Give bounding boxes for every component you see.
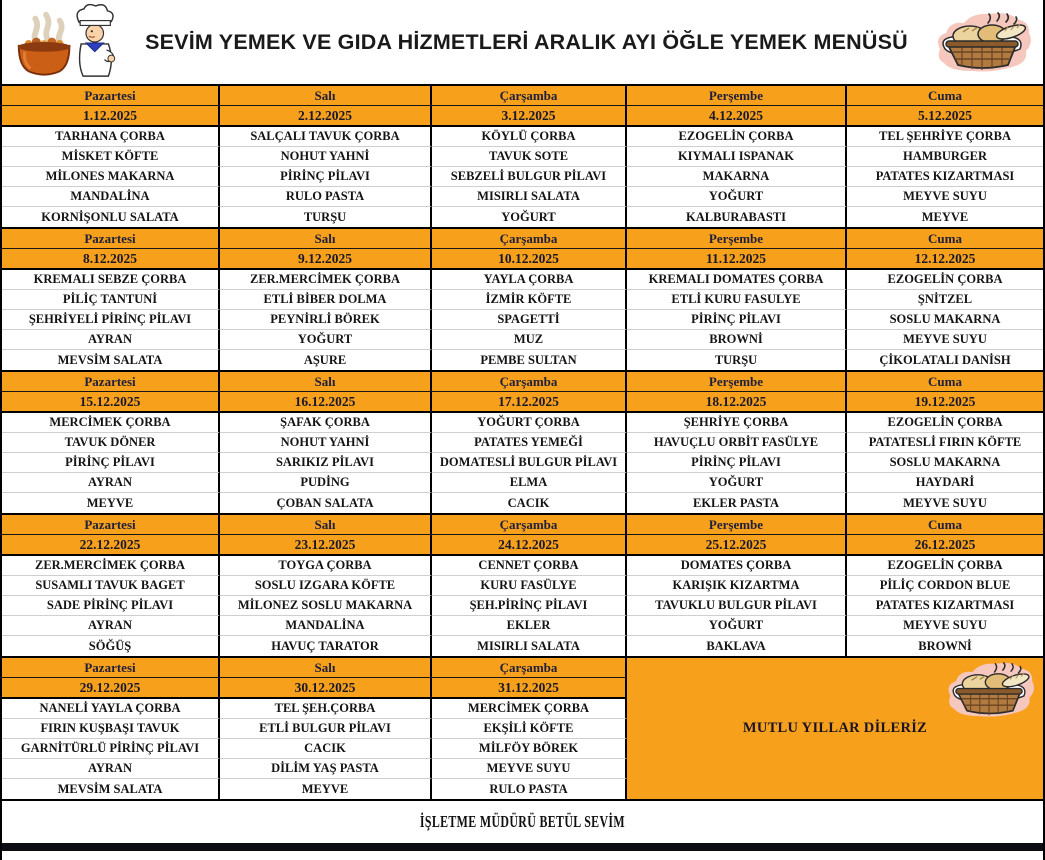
date-cell: 22.12.2025 xyxy=(2,535,220,556)
menu-item-cell: SUSAMLI TAVUK BAGET xyxy=(2,576,220,596)
menu-item-cell: AYRAN xyxy=(2,330,220,350)
menu-item-cell: PİRİNÇ PİLAVI xyxy=(2,453,220,473)
menu-item-cell: MEYVE SUYU xyxy=(847,616,1043,636)
date-cell: 5.12.2025 xyxy=(847,106,1043,127)
menu-item-cell: HAYDARİ xyxy=(847,473,1043,493)
menu-item-cell: TOYGA ÇORBA xyxy=(220,556,432,576)
menu-item-cell: PİRİNÇ PİLAVI xyxy=(627,310,847,330)
menu-item-cell: YOĞURT xyxy=(627,187,847,207)
date-cell: 8.12.2025 xyxy=(2,249,220,270)
menu-item-cell: MEYVE xyxy=(220,779,432,799)
menu-item-cell: MEYVE SUYU xyxy=(432,759,627,779)
manager-signature: İŞLETME MÜDÜRÜ BETÜL SEVİM xyxy=(419,812,626,831)
menu-item-cell: MİLFÖY BÖREK xyxy=(432,739,627,759)
menu-item-cell: YOĞURT xyxy=(432,207,627,227)
menu-item-cell: SPAGETTİ xyxy=(432,310,627,330)
menu-item-cell: BROWNİ xyxy=(847,636,1043,656)
date-cell: 12.12.2025 xyxy=(847,249,1043,270)
chef-cooking-pot-illustration xyxy=(8,3,126,81)
menu-item-cell: AŞURE xyxy=(220,350,432,370)
date-cell: 15.12.2025 xyxy=(2,392,220,413)
new-year-wish-block xyxy=(627,658,1043,799)
menu-item-cell: PEYNİRLİ BÖREK xyxy=(220,310,432,330)
menu-item-cell: PİLİÇ CORDON BLUE xyxy=(847,576,1043,596)
date-cell: 17.12.2025 xyxy=(432,392,627,413)
menu-item-cell: KARIŞIK KIZARTMA xyxy=(627,576,847,596)
menu-item-cell: PİRİNÇ PİLAVI xyxy=(627,453,847,473)
menu-item-cell: RULO PASTA xyxy=(220,187,432,207)
week-3 xyxy=(2,370,1043,513)
menu-item-cell: TAVUKLU BULGUR PİLAVI xyxy=(627,596,847,616)
day-header-cell: Çarşamba xyxy=(432,86,627,106)
menu-item-cell: RULO PASTA xyxy=(432,779,627,799)
menu-item-cell: YOĞURT xyxy=(627,473,847,493)
menu-item-cell: AYRAN xyxy=(2,616,220,636)
menu-item-cell: HAVUÇLU ORBİT FASÜLYE xyxy=(627,433,847,453)
menu-item-cell: EKŞİLİ KÖFTE xyxy=(432,719,627,739)
day-header-cell: Pazartesi xyxy=(2,515,220,535)
chef-icon xyxy=(11,3,123,81)
menu-item-cell: MISIRLI SALATA xyxy=(432,187,627,207)
menu-item-cell: PATATESLİ FIRIN KÖFTE xyxy=(847,433,1043,453)
menu-item-cell: EKLER xyxy=(432,616,627,636)
date-cell: 9.12.2025 xyxy=(220,249,432,270)
menu-item-cell: KÖYLÜ ÇORBA xyxy=(432,127,627,147)
date-cell: 11.12.2025 xyxy=(627,249,847,270)
day-header-cell: Salı xyxy=(220,229,432,249)
footer xyxy=(2,801,1043,843)
menu-item-cell: MERCİMEK ÇORBA xyxy=(432,699,627,719)
menu-item-cell: KURU FASÜLYE xyxy=(432,576,627,596)
menu-item-cell: YOĞURT ÇORBA xyxy=(432,413,627,433)
day-header-cell: Çarşamba xyxy=(432,372,627,392)
menu-item-cell: MERCİMEK ÇORBA xyxy=(2,413,220,433)
menu-item-cell: İZMİR KÖFTE xyxy=(432,290,627,310)
menu-item-cell: TURŞU xyxy=(627,350,847,370)
menu-item-cell: KORNİŞONLU SALATA xyxy=(2,207,220,227)
date-cell: 25.12.2025 xyxy=(627,535,847,556)
bottom-margin xyxy=(2,851,1043,857)
menu-item-cell: SALÇALI TAVUK ÇORBA xyxy=(220,127,432,147)
menu-item-cell: MEVSİM SALATA xyxy=(2,779,220,799)
day-header-cell: Salı xyxy=(220,658,432,678)
menu-item-cell: TEL ŞEHRİYE ÇORBA xyxy=(847,127,1043,147)
menu-item-cell: TEL ŞEH.ÇORBA xyxy=(220,699,432,719)
menu-item-cell: SOSLU MAKARNA xyxy=(847,310,1043,330)
day-header-cell: Perşembe xyxy=(627,515,847,535)
menu-item-cell: CACIK xyxy=(432,493,627,513)
date-cell: 24.12.2025 xyxy=(432,535,627,556)
menu-item-cell: MİSKET KÖFTE xyxy=(2,147,220,167)
menu-item-cell: MEVSİM SALATA xyxy=(2,350,220,370)
menu-item-cell: HAMBURGER xyxy=(847,147,1043,167)
day-header-cell: Çarşamba xyxy=(432,229,627,249)
menu-item-cell: ETLİ KURU FASULYE xyxy=(627,290,847,310)
menu-item-cell: MİLONES MAKARNA xyxy=(2,167,220,187)
menu-item-cell: MİLONEZ SOSLU MAKARNA xyxy=(220,596,432,616)
week-5 xyxy=(2,656,1043,799)
page-title: SEVİM YEMEK VE GIDA HİZMETLERİ ARALIK AYI ÖĞLE YEMEK MENÜSÜ xyxy=(145,29,908,54)
day-header-cell: Perşembe xyxy=(627,372,847,392)
menu-item-cell: PATATES KIZARTMASI xyxy=(847,596,1043,616)
menu-item-cell: SEBZELİ BULGUR PİLAVI xyxy=(432,167,627,187)
day-header-cell: Cuma xyxy=(847,229,1043,249)
menu-item-cell: SOSLU MAKARNA xyxy=(847,453,1043,473)
menu-item-cell: PUDİNG xyxy=(220,473,432,493)
day-header-cell: Cuma xyxy=(847,86,1043,106)
date-cell: 30.12.2025 xyxy=(220,678,432,699)
menu-item-cell: ŞEHRİYE ÇORBA xyxy=(627,413,847,433)
menu-item-cell: YAYLA ÇORBA xyxy=(432,270,627,290)
menu-item-cell: EZOGELİN ÇORBA xyxy=(847,556,1043,576)
menu-item-cell: MEYVE xyxy=(847,207,1043,227)
menu-item-cell: PEMBE SULTAN xyxy=(432,350,627,370)
menu-item-cell: MEYVE SUYU xyxy=(847,493,1043,513)
menu-item-cell: TARHANA ÇORBA xyxy=(2,127,220,147)
day-header-cell: Salı xyxy=(220,86,432,106)
menu-item-cell: EKLER PASTA xyxy=(627,493,847,513)
menu-item-cell: MISIRLI SALATA xyxy=(432,636,627,656)
week-2 xyxy=(2,227,1043,370)
menu-item-cell: EZOGELİN ÇORBA xyxy=(847,413,1043,433)
menu-item-cell: EZOGELİN ÇORBA xyxy=(847,270,1043,290)
day-header-cell: Cuma xyxy=(847,372,1043,392)
day-header-cell: Salı xyxy=(220,515,432,535)
bread-basket-illustration xyxy=(927,11,1037,73)
bottom-bar xyxy=(2,843,1043,851)
menu-item-cell: MEYVE SUYU xyxy=(847,330,1043,350)
menu-item-cell: DOMATESLİ BULGUR PİLAVI xyxy=(432,453,627,473)
header xyxy=(2,0,1043,84)
menu-item-cell: AYRAN xyxy=(2,759,220,779)
menu-item-cell: TURŞU xyxy=(220,207,432,227)
menu-item-cell: ŞEHRİYELİ PİRİNÇ PİLAVI xyxy=(2,310,220,330)
menu-table xyxy=(2,84,1043,801)
menu-item-cell: PİRİNÇ PİLAVI xyxy=(220,167,432,187)
menu-item-cell: YOĞURT xyxy=(220,330,432,350)
menu-item-cell: CACIK xyxy=(220,739,432,759)
date-cell: 2.12.2025 xyxy=(220,106,432,127)
menu-item-cell: SARIKIZ PİLAVI xyxy=(220,453,432,473)
menu-item-cell: MANDALİNA xyxy=(220,616,432,636)
day-header-cell: Pazartesi xyxy=(2,372,220,392)
new-year-wish-text: MUTLU YILLAR DİLERİZ xyxy=(742,720,928,736)
date-cell: 23.12.2025 xyxy=(220,535,432,556)
menu-item-cell: MEYVE xyxy=(2,493,220,513)
day-header-cell: Çarşamba xyxy=(432,658,627,678)
menu-item-cell: NOHUT YAHNİ xyxy=(220,147,432,167)
menu-item-cell: ÇİKOLATALI DANİSH xyxy=(847,350,1043,370)
menu-item-cell: GARNİTÜRLÜ PİRİNÇ PİLAVI xyxy=(2,739,220,759)
week-1 xyxy=(2,84,1043,227)
menu-item-cell: PİLİÇ TANTUNİ xyxy=(2,290,220,310)
menu-item-cell: CENNET ÇORBA xyxy=(432,556,627,576)
date-cell: 1.12.2025 xyxy=(2,106,220,127)
menu-item-cell: MEYVE SUYU xyxy=(847,187,1043,207)
menu-item-cell: DOMATES ÇORBA xyxy=(627,556,847,576)
bread-basket-icon xyxy=(931,11,1033,73)
date-cell: 4.12.2025 xyxy=(627,106,847,127)
menu-item-cell: YOĞURT xyxy=(627,616,847,636)
bread-basket-icon xyxy=(943,661,1035,718)
menu-item-cell: TAVUK SOTE xyxy=(432,147,627,167)
menu-item-cell: PATATES KIZARTMASI xyxy=(847,167,1043,187)
menu-item-cell: NOHUT YAHNİ xyxy=(220,433,432,453)
menu-item-cell: SÖĞÜŞ xyxy=(2,636,220,656)
menu-item-cell: ETLİ BULGUR PİLAVI xyxy=(220,719,432,739)
menu-item-cell: TAVUK DÖNER xyxy=(2,433,220,453)
day-header-cell: Salı xyxy=(220,372,432,392)
menu-item-cell: SOSLU IZGARA KÖFTE xyxy=(220,576,432,596)
date-cell: 31.12.2025 xyxy=(432,678,627,699)
date-cell: 19.12.2025 xyxy=(847,392,1043,413)
day-header-cell: Cuma xyxy=(847,515,1043,535)
menu-item-cell: MAKARNA xyxy=(627,167,847,187)
menu-item-cell: ETLİ BİBER DOLMA xyxy=(220,290,432,310)
menu-item-cell: ŞEH.PİRİNÇ PİLAVI xyxy=(432,596,627,616)
menu-item-cell: ZER.MERCİMEK ÇORBA xyxy=(2,556,220,576)
menu-item-cell: MUZ xyxy=(432,330,627,350)
date-cell: 18.12.2025 xyxy=(627,392,847,413)
day-header-cell: Pazartesi xyxy=(2,86,220,106)
day-header-cell: Pazartesi xyxy=(2,658,220,678)
menu-item-cell: MANDALİNA xyxy=(2,187,220,207)
menu-item-cell: ŞNİTZEL xyxy=(847,290,1043,310)
date-cell: 29.12.2025 xyxy=(2,678,220,699)
day-header-cell: Pazartesi xyxy=(2,229,220,249)
menu-item-cell: NANELİ YAYLA ÇORBA xyxy=(2,699,220,719)
date-cell: 16.12.2025 xyxy=(220,392,432,413)
menu-item-cell: ZER.MERCİMEK ÇORBA xyxy=(220,270,432,290)
menu-item-cell: DİLİM YAŞ PASTA xyxy=(220,759,432,779)
date-cell: 26.12.2025 xyxy=(847,535,1043,556)
menu-item-cell: FIRIN KUŞBAŞI TAVUK xyxy=(2,719,220,739)
day-header-cell: Çarşamba xyxy=(432,515,627,535)
day-header-cell: Perşembe xyxy=(627,229,847,249)
week-4 xyxy=(2,513,1043,656)
menu-item-cell: KREMALI DOMATES ÇORBA xyxy=(627,270,847,290)
menu-item-cell: ŞAFAK ÇORBA xyxy=(220,413,432,433)
menu-item-cell: ELMA xyxy=(432,473,627,493)
menu-item-cell: BAKLAVA xyxy=(627,636,847,656)
menu-item-cell: BROWNİ xyxy=(627,330,847,350)
menu-item-cell: EZOGELİN ÇORBA xyxy=(627,127,847,147)
menu-item-cell: PATATES YEMEĞİ xyxy=(432,433,627,453)
menu-item-cell: KIYMALI ISPANAK xyxy=(627,147,847,167)
menu-item-cell: KALBURABASTI xyxy=(627,207,847,227)
day-header-cell: Perşembe xyxy=(627,86,847,106)
menu-item-cell: ÇOBAN SALATA xyxy=(220,493,432,513)
menu-item-cell: KREMALI SEBZE ÇORBA xyxy=(2,270,220,290)
menu-item-cell: HAVUÇ TARATOR xyxy=(220,636,432,656)
date-cell: 3.12.2025 xyxy=(432,106,627,127)
menu-item-cell: SADE PİRİNÇ PİLAVI xyxy=(2,596,220,616)
menu-item-cell: AYRAN xyxy=(2,473,220,493)
date-cell: 10.12.2025 xyxy=(432,249,627,270)
